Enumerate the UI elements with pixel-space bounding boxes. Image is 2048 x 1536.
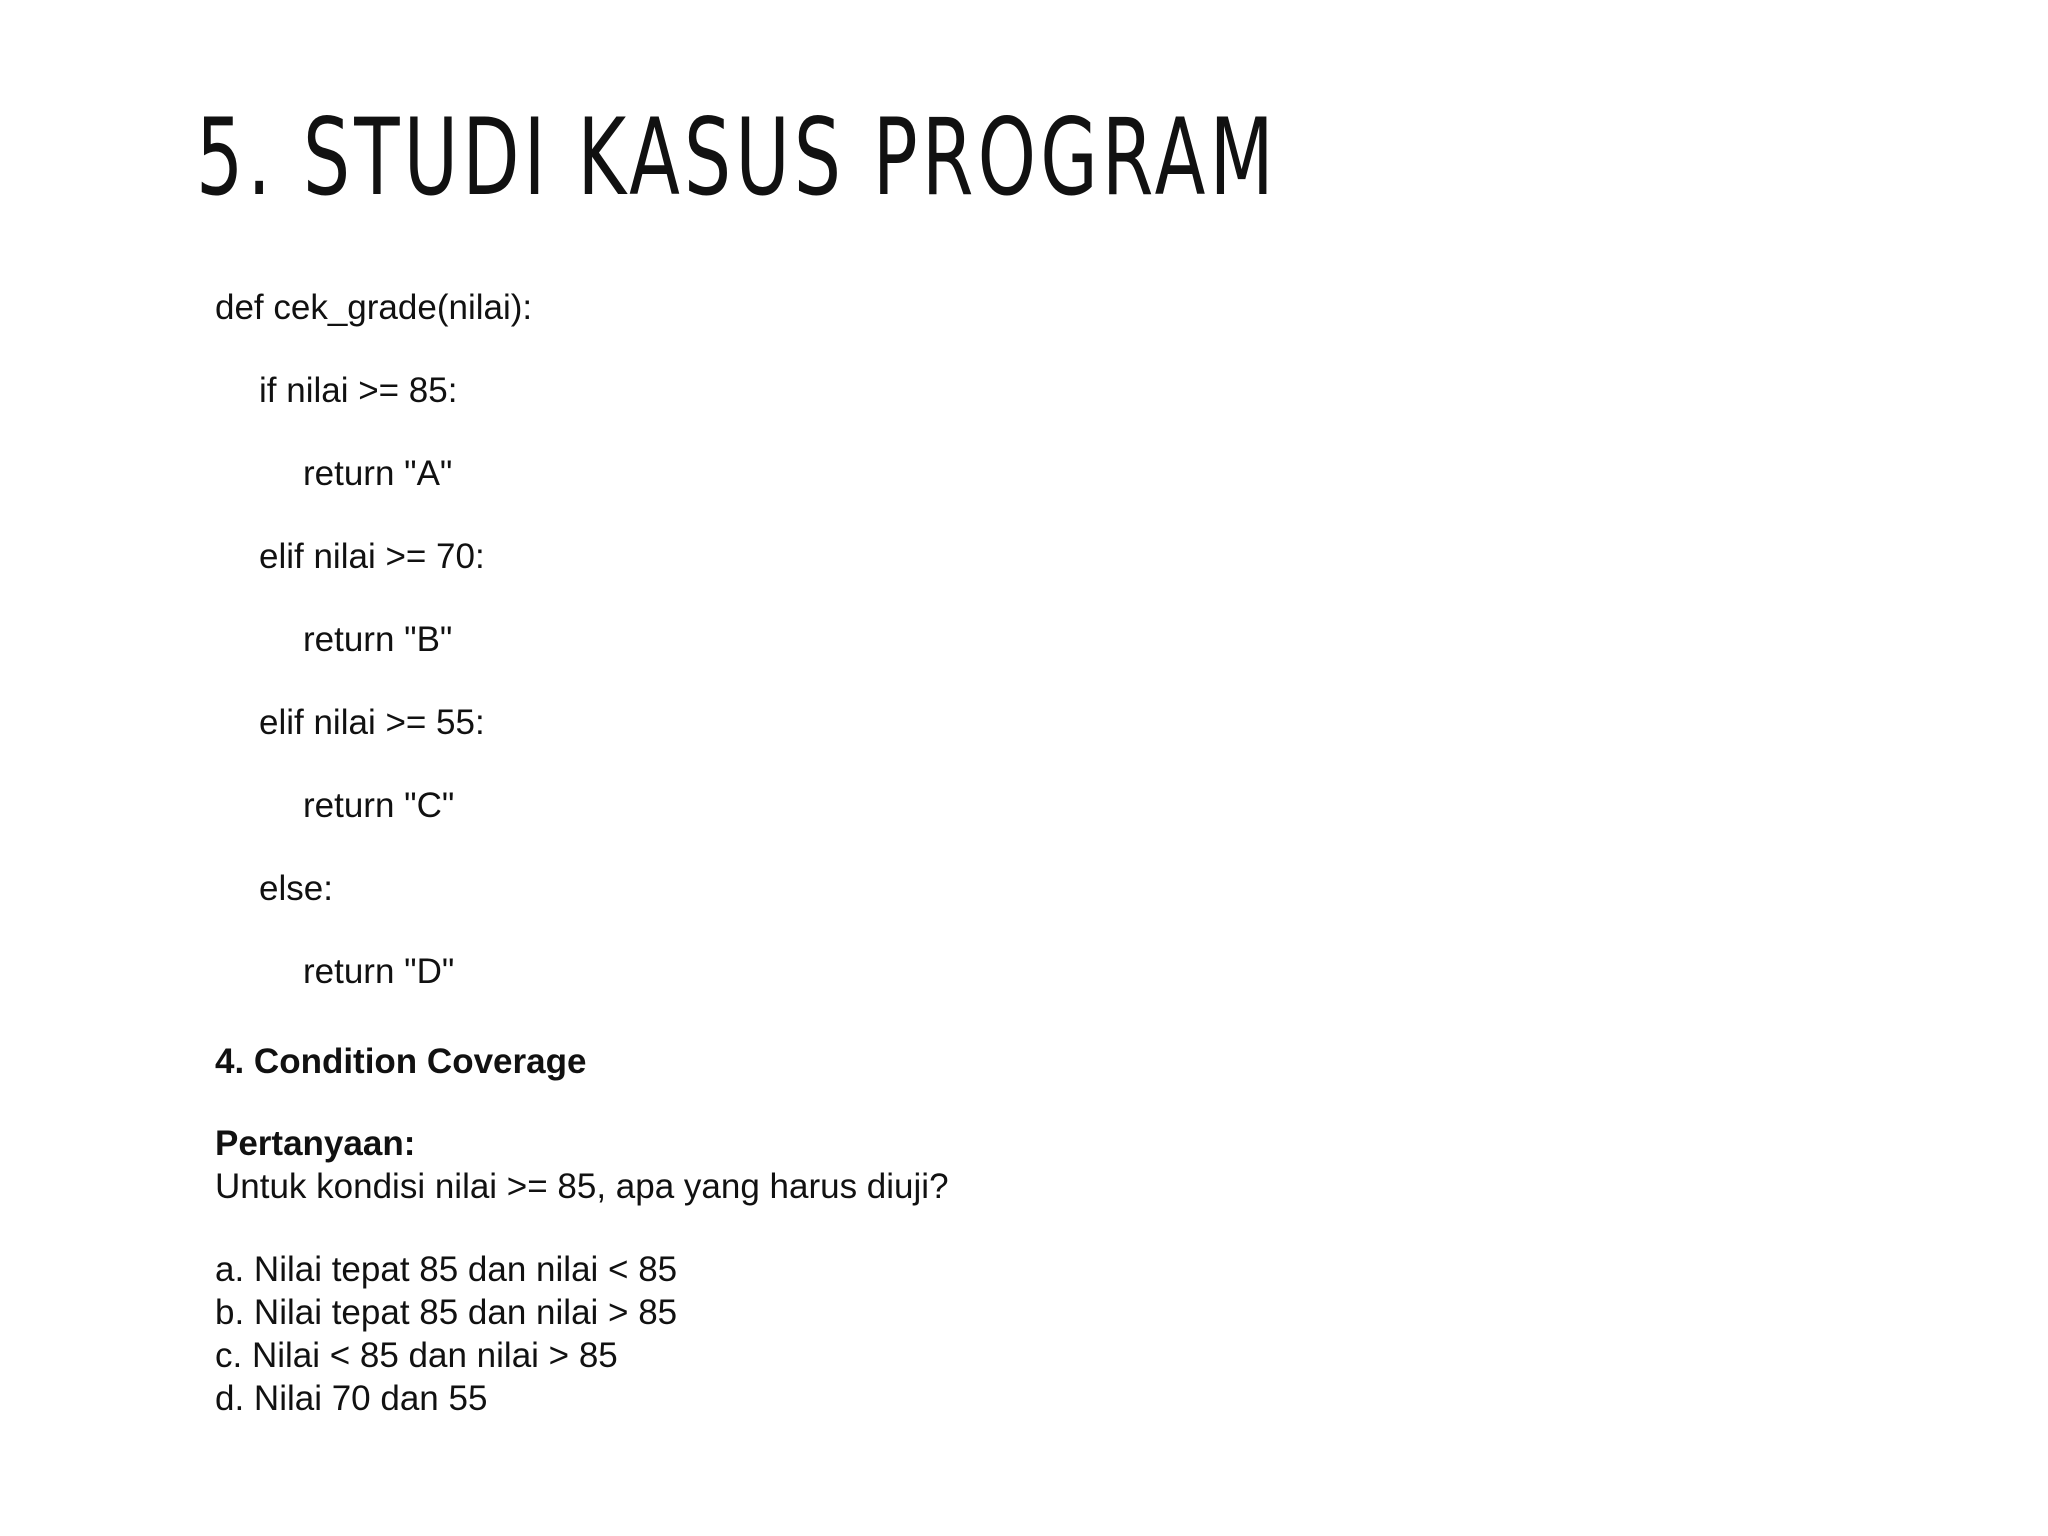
question-label: Pertanyaan:: [215, 1124, 416, 1163]
option-b: b. Nilai tepat 85 dan nilai > 85: [215, 1293, 678, 1332]
option-c: c. Nilai < 85 dan nilai > 85: [215, 1336, 618, 1375]
option-d: d. Nilai 70 dan 55: [215, 1379, 488, 1418]
slide-title: 5. STUDI KASUS PROGRAM: [196, 96, 1278, 219]
code-line: return "A": [303, 454, 453, 493]
section-heading: 4. Condition Coverage: [215, 1042, 587, 1081]
code-line: return "D": [303, 952, 455, 991]
code-line: if nilai >= 85:: [259, 371, 458, 410]
code-line: elif nilai >= 55:: [259, 703, 485, 742]
code-line: return "C": [303, 786, 455, 825]
answer-options: [215, 1248, 677, 1420]
code-line: return "B": [303, 620, 453, 659]
code-line: else:: [259, 869, 333, 908]
option-a: a. Nilai tepat 85 dan nilai < 85: [215, 1250, 678, 1289]
question-text: Untuk kondisi nilai >= 85, apa yang harus diuji?: [215, 1167, 949, 1206]
code-line: elif nilai >= 70:: [259, 537, 485, 576]
code-line: def cek_grade(nilai):: [215, 288, 533, 327]
